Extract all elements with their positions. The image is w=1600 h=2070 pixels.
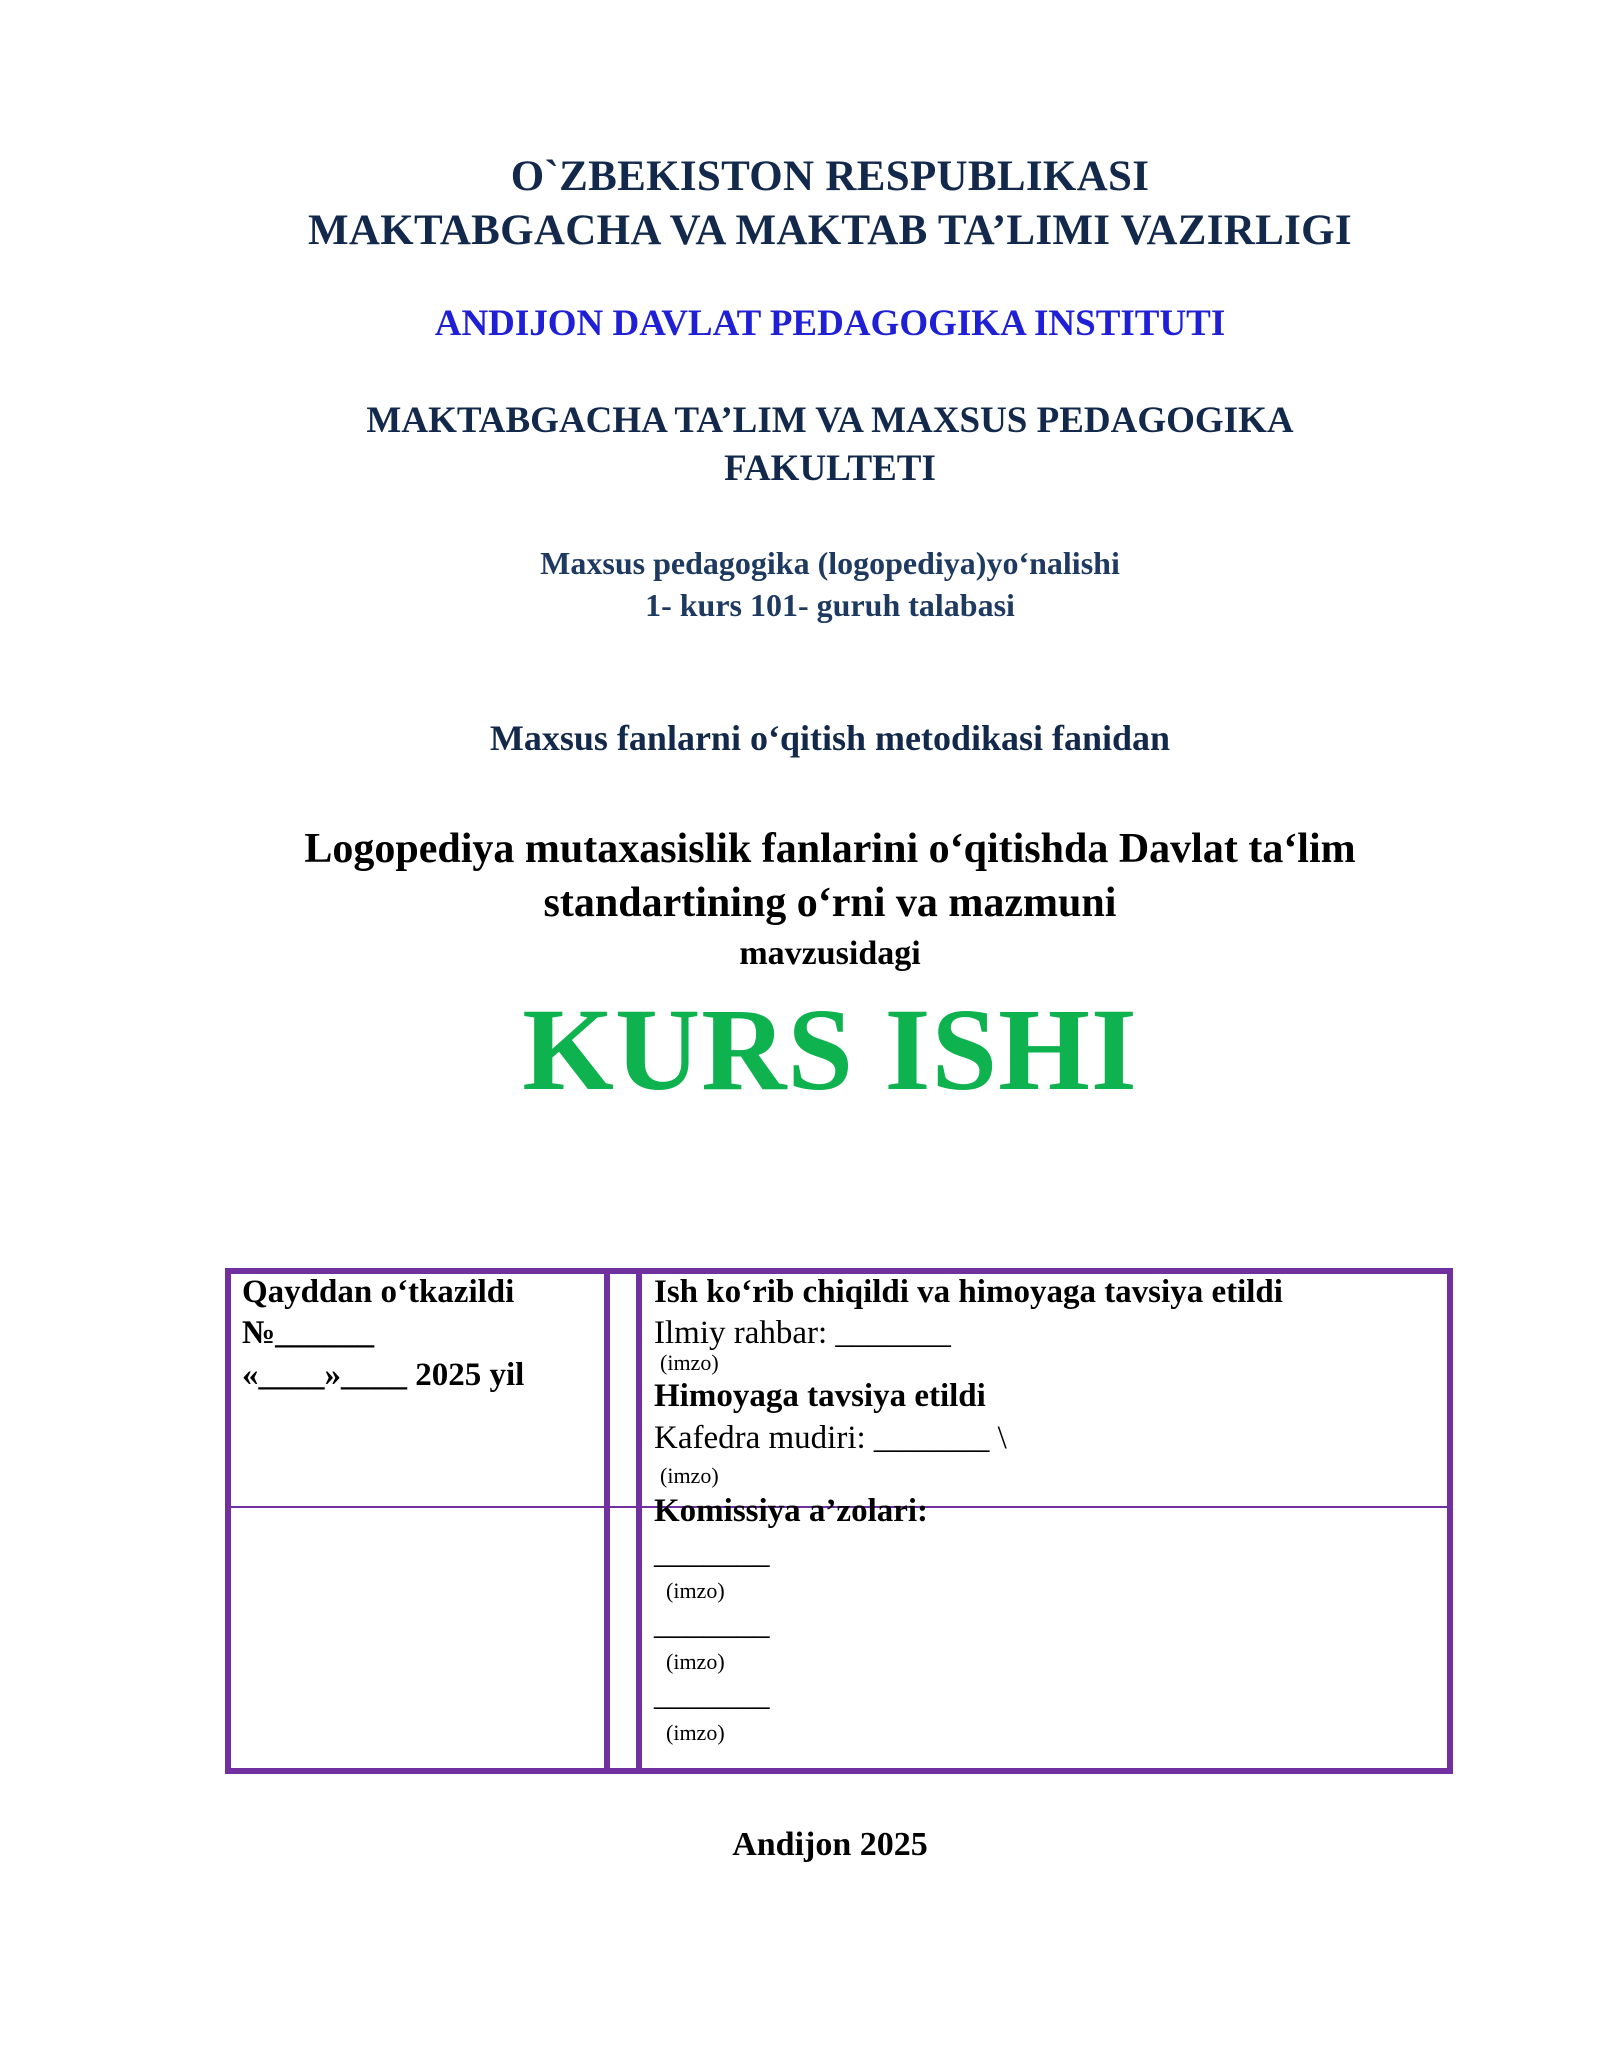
advisor-line: Ilmiy rahbar: _______ (654, 1315, 951, 1351)
registration-number: №______ (242, 1315, 375, 1351)
head-of-department-line: Kafedra mudiri: _______ \ (654, 1420, 1007, 1456)
city-year: Andijon 2025 (732, 1826, 928, 1863)
subject-line: Maxsus fanlarni o‘qitish metodikasi fanidan (489, 718, 1171, 758)
commission-member-line: _______ (654, 1606, 770, 1642)
group-line: 1- kurs 101- guruh talabasi (645, 587, 1015, 623)
registration-date: «____»____ 2025 yil (242, 1357, 525, 1393)
advisor-signature-caption: (imzo) (660, 1350, 719, 1375)
work-type-title: KURS ISHI (522, 984, 1138, 1115)
faculty-line-1: MAKTABGACHA TA’LIM VA MAXSUS PEDAGOGIKA (366, 400, 1294, 441)
commission-member-signature: (imzo) (666, 1649, 725, 1674)
commission-member-line: _______ (654, 1677, 770, 1713)
topic-suffix: mavzusidagi (739, 935, 921, 972)
topic-line-2: standartining o‘rni va mazmuni (543, 880, 1117, 926)
student-info (0, 542, 1600, 626)
recommend-heading: Himoyaga tavsiya etildi (654, 1378, 986, 1414)
faculty-heading (0, 397, 1600, 493)
review-heading: Ish ko‘rib chiqildi va himoyaga tavsiya etildi (654, 1274, 1283, 1310)
ministry-line: MAKTABGACHA VA MAKTAB TA’LIMI VAZIRLIGI (308, 207, 1352, 254)
table-divider-left (604, 1268, 610, 1774)
topic-title (0, 822, 1600, 930)
ministry-heading (0, 150, 1600, 258)
direction-line: Maxsus pedagogika (logopediya)yo‘nalishi (540, 545, 1120, 581)
table-divider-right (636, 1268, 642, 1774)
head-signature-caption: (imzo) (660, 1463, 719, 1488)
commission-member-signature: (imzo) (666, 1578, 725, 1603)
commission-member-signature: (imzo) (666, 1720, 725, 1745)
country-line: O`ZBEKISTON RESPUBLIKASI (510, 153, 1150, 200)
institute-name: ANDIJON DAVLAT PEDAGOGIKA INSTITUTI (434, 303, 1226, 344)
faculty-line-2: FAKULTETI (724, 448, 936, 489)
commission-member-line: _______ (654, 1535, 770, 1571)
registration-label: Qayddan o‘tkazildi (242, 1274, 515, 1310)
topic-line-1: Logopediya mutaxasislik fanlarini o‘qitishda Davlat ta‘lim (304, 826, 1356, 872)
commission-heading: Komissiya a’zolari: (654, 1493, 929, 1529)
